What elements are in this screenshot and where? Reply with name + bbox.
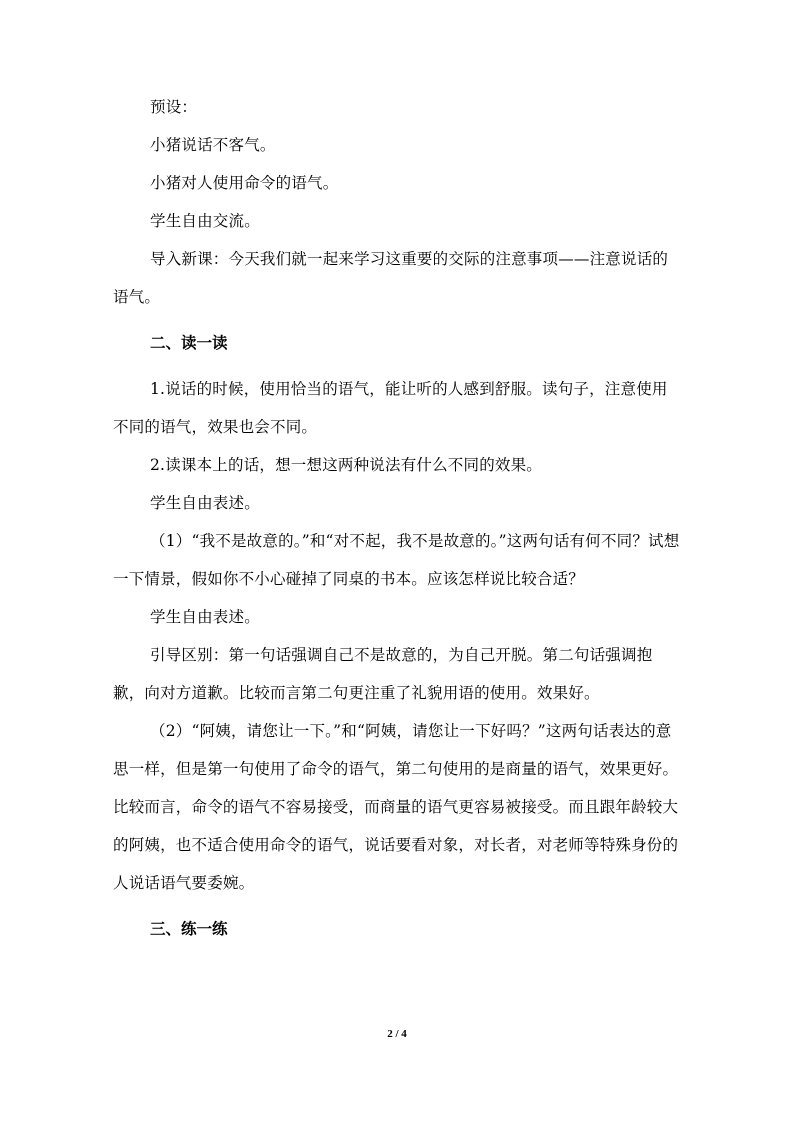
spacer [113,902,680,910]
paragraph: 2.读课本上的话，想一想这两种说法有什么不同的效果。 [150,456,542,474]
paragraph: 1.说话的时候，使用恰当的语气，能让听的人感到舒服。读句子，注意使用不同的语气，效果也会不同。 [113,380,668,436]
paragraph-preset: 预设： [150,98,198,116]
document-body [113,88,680,948]
paragraph: （1）“我不是故意的。”和“对不起，我不是故意的。”这两句话有何不同？试想一下情景，假如你不小心碰掉了同桌的书本。应该怎样说比较合适？ [113,532,680,588]
spacer [113,362,680,370]
paragraph: 小猪对人使用命令的语气。 [150,174,339,192]
paragraph: 引导区别：第一句话强调自己不是故意的，为自己开脱。第二句话强调抱歉，向对方道歉。比较而言第二句更注重了礼貌用语的使用。效果好。 [113,646,653,702]
section-heading-practice: 三、练一练 [150,920,228,938]
paragraph: （2）“阿姨，请您让一下。”和“阿姨，请您让一下好吗？”这两句话表达的意思一样，但是第一句使用了命令的语气，第二句使用的是商量的语气，效果更好。比较而言，命令的语气不容易接受，而商量的语气更容易被接受。而且跟年龄较大的阿姨，也不适合使用命令的语气，说话要看对象，对长者，对老师等特殊身份的人说话语气要委婉。 [113,722,679,892]
paragraph-intro: 导入新课：今天我们就一起来学习这重要的交际的注意事项——注意说话的语气。 [113,250,669,306]
paragraph: 小猪说话不客气。 [150,136,276,154]
paragraph: 学生自由表述。 [150,608,260,626]
section-heading-read: 二、读一读 [150,334,228,352]
page-number: 2 / 4 [387,1028,407,1040]
paragraph: 学生自由交流。 [150,212,260,230]
paragraph: 学生自由表述。 [150,494,260,512]
spacer [113,316,680,324]
